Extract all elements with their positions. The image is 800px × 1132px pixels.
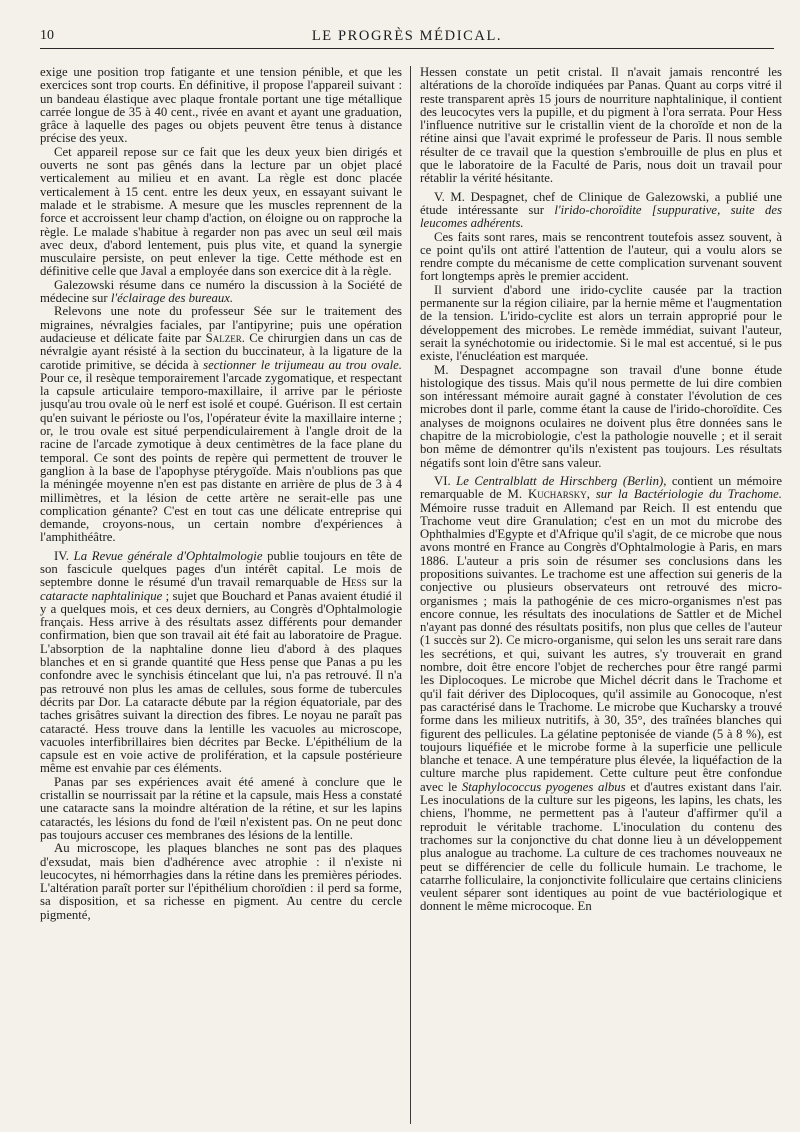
left-column bbox=[40, 66, 402, 1124]
journal-title: Le Centralblatt de Hirschberg (Berlin), bbox=[456, 473, 667, 488]
text-run: sur la bbox=[366, 575, 402, 590]
section-vi bbox=[420, 475, 782, 914]
paragraph bbox=[40, 305, 402, 544]
italic-text: l'irido-choroïdite [suppurative, suite des leucomes adhérents. bbox=[420, 202, 782, 231]
text-run: Relevons une note du professeur Sée sur le traitement des migraines, névralgies faciales, par l'antipyrine; puis une opération audacieuse et délicate faite par bbox=[40, 304, 402, 345]
paragraph: Panas par ses expériences avait été amené à conclure que le cristallin se nourrissait par la rétine et la capsule, mais Hess a constaté une cataracte sans la moindre altération de la rétine, et sur les lapins cataractés, les lésions du fond de l'œil n'existent pas. On ne peut donc pas toujours accuser ces membranes des lésions de la lentille. bbox=[40, 774, 402, 842]
text-run: Galezowski résume dans ce numéro la discussion à la Société de médecine sur bbox=[40, 277, 402, 306]
running-title: LE PROGRÈS MÉDICAL. bbox=[311, 28, 503, 44]
text-run: . Ce chirurgien dans un cas de névralgie ayant résisté à la section du buccinateur, à la ligature de la carotide primitive, se décida à bbox=[40, 330, 402, 372]
text-run: , bbox=[586, 487, 596, 502]
text-run: publie toujours en tête de son fascicule quelques pages d'un intérêt capital. Le mois de septembre donne le résumé d'un travail remarquable de bbox=[40, 548, 402, 590]
right-column bbox=[420, 66, 782, 1124]
text-run: Mémoire russe traduit en Allemand par Reich. Il est entendu que Trachome veut dire Granulation; c'est en un mot du microbe des Ophthalmies d'Egypte et d'Afrique qu'il s'agit, de ce microbe que nous avons montré en France au Congrès d'Ophtalmologie à Paris, en mars 1886. L'auteur a pris soin de résumer ses conclusions dans les propositions suivantes. Le trachome est une affection sui generis de la conjective ou plusieurs observateurs ont retrouvé des micro-organismes ; mais la pathogénie de ces micro-organismes n'est pas encore connue, les résultats des inoculations de Sattler et de Michel n'ayant pas donné des résultats positifs, non plus que celles de l'auteur (1 succès sur 2). Ce micro-organisme, qui selon les uns serait rare dans les secrétions, et qui, suivant les autres, s'y trouverait en grand nombre, doit être encore l'objet de recherches pour être rangé parmi les Diplocoques. Le microbe que Michel décrit dans le Trachome et qu'il fait dériver des Diplocoques, qu'il assimile au Gonocoque, n'est pas caractérisé dans le Trachome. Le microbe que Kucharsky a trouvé forme dans les milieux nutritifs, à 30, 35°, des traînées blanches qui figurent des pellicules. La gélatine peptonisée de viande (5 à 8 %), est toujours liquéfiée et le microbe forme à la superficie une pellicule blanche et tenace. A une température plus élevée, la liquéfaction de la culture marche plus rapidement. Cette culture peut être confondue avec le bbox=[420, 500, 782, 794]
italic-text: Staphylococcus pyogenes albus bbox=[461, 779, 626, 794]
paragraph: Cet appareil repose sur ce fait que les deux yeux bien dirigés et ouverts ne sont pas gênés dans la lecture par un objet placé verticalement au milieu et en avant. La règle est donc placée verticalement à 15 cent. entre les deux yeux, en essayant suivant le malade et le strabisme. A mesure que les muscles reprennent de la force et accroissent leur champ d'action, on éloigne ou on rapproche la règle. Le malade s'habitue à regarder non pas avec un seul œil mais avec deux, d'abord lentement, puis plus vite, et quand la synergie musculaire persiste, on peut enlever la tige. Cette méthode est en définitive celle que Javal a employée dans son exercice dit à la règle. bbox=[40, 144, 402, 279]
text-run: ; sujet que Bouchard et Panas avaient étudié il y a quelques mois, et ces deux derniers, au Congrès d'Ophtalmologie français. Hess arrive à des résultats assez différents pour demander confirmation, bien que son travail ait été fait au laboratoire de Prague. L'absorption de la naphtaline donne lieu d'abord à des plaques blanches et en si grande quantité que Hess pense que Panas a pu les confondre avec le synchisis étincelant que lui, n'a pas retrouvé. Il n'a pas retrouvé non plus les amas de cellules, sous forme de tubercules décrits par Dor. La cataracte débute par la région équatoriale, par des taches grisâtres suivant la direction des fibres. Le noyau ne paraît pas cataracté. Hess trouve dans la lentille les vacuoles au microscope, vacuoles interfibrillaires bien décrites par Becke. L'épithélium de la capsule est en voie active de prolifération, et la capsule postérieure même est envahie par ces éléments. bbox=[40, 588, 402, 776]
text-run: contient un mémoire remarquable de M. bbox=[420, 473, 782, 502]
paragraph: Hessen constate un petit cristal. Il n'avait jamais rencontré les altérations de la choroïde indiquées par Panas. Quant au corps vitré il reste transparent après 15 jours de nourriture naphtalinique, il contient des leucocytes vers la pupille, et du pigment à l'ora serrata. Pour Hess l'influence nutritive sur le cristallin vient de la choroïde et non de la rétine ainsi que l'avait exprimé le professeur de Paris. Il nous semble résulter de ce travail que la question s'embrouille de plus en plus et que le laboratoire de la Faculté de Paris, nous doit un travail pour rétablir la vérité hésitante. bbox=[420, 66, 782, 186]
journal-title: La Revue générale d'Ophtalmologie bbox=[73, 548, 263, 563]
section-number: VI. bbox=[434, 473, 457, 488]
page-header bbox=[40, 26, 774, 49]
paragraph: M. Despagnet accompagne son travail d'une bonne étude histologique des tissus. Mais qu'il nous permette de lui dire combien son intéressant mémoire aurait gagné à constater l'évolution de ces microbes dont il parle, comme étant la cause de l'irido-choroïdite. Ces analyses de moignons oculaires ne doivent plus être données sans le chapitre de la microbiologie, c'est la pathologie nouvelle ; et il serait bon même de démontrer qu'ils n'existent pas toujours. Les résultats négatifs sont loin d'être sans valeur. bbox=[420, 362, 782, 470]
paragraph: exige une position trop fatigante et une tension pénible, et que les exercices sont trop courts. En définitive, il propose l'appareil suivant : un bandeau élastique avec plaque frontale portant une tige métallique carrée longue de 35 à 40 cent., rivée en avant et ayant une graduation, grâce à laquelle des pages ou objets peuvent être tenus à distance précise des yeux. bbox=[40, 66, 402, 146]
section-number: IV. bbox=[54, 548, 74, 563]
section-v bbox=[420, 191, 782, 231]
paragraph bbox=[40, 279, 402, 306]
author-name: Salzer bbox=[205, 330, 242, 345]
text-run: V. M. Despagnet, chef de Clinique de Galezowski, a publié une étude intéressante sur bbox=[420, 189, 782, 217]
italic-text: sectionner le trijumeau au trou ovale. bbox=[203, 357, 402, 372]
italic-text: l'éclairage des bureaux. bbox=[110, 291, 234, 306]
author-name: Hess bbox=[341, 575, 367, 590]
italic-text: sur la Bactériologie du Trachome. bbox=[595, 487, 782, 502]
text-run: Pour ce, il resèque temporairement l'arcade zygomatique, et respectant la capsule articulaire temporo-maxillaire, il arrive par le périoste jusqu'au trou ovale où le nerf est isolé et coupé. Guérison. Il est certain qu'en suivant le périoste ou l'os, l'opérateur évite la maxillaire interne ; or, le trou ovale est situé perpendiculairement à l'angle droit de la racine de l'arcade zymotique à deux centimètres de la face plane du temporal. Ce sont des points de repère qui permettent de trouver le ganglion à la base de l'apophyse ptérygoïde. Mais n'oublions pas que la méningée moyenne n'en est pas distante en arrière de plus de 3 à 4 millimètres, et la lésion de cette artère ne serait-elle pas une complication génante? C'est en tout cas une délicate entreprise qui demande, croyons-nous, un certain nombre d'expériences à l'amphithéâtre. bbox=[40, 370, 402, 545]
paragraph: Ces faits sont rares, mais se rencontrent toutefois assez souvent, à ce point qu'ils ont attiré l'attention de l'auteur, qui a voulu alors se rendre compte du mécanisme de cette complication survenant souvent fort longtemps après le premier accident. bbox=[420, 229, 782, 284]
paragraph: Au microscope, les plaques blanches ne sont pas des plaques d'exsudat, mais bien d'adhérence avec atrophie : il n'existe ni leucocytes, ni hémorrhagies dans la rétine dans les premières périodes. L'altération paraît porter sur l'épithélium choroïdien : il perd sa forme, sa disposition, et sa richesse en pigment. Au centre du cercle pigmenté, bbox=[40, 841, 402, 922]
page-number: 10 bbox=[40, 28, 54, 43]
paragraph: Il survient d'abord une irido-cyclite causée par la traction permanente sur la région ciliaire, par la hernie même et l'augmentation de la tension. L'irido-cyclite est alors un terrain approprié pour le développement des microbes. Le remède immédiat, suivant l'auteur, serait la synéchotomie ou iridectomie. Si le mal est accentué, si le pus existe, l'énucléation est marquée. bbox=[420, 282, 782, 364]
author-name: Kucharsky bbox=[528, 487, 587, 502]
italic-text: cataracte naphtalinique bbox=[40, 588, 163, 603]
column-divider bbox=[410, 66, 411, 1124]
section-iv bbox=[40, 550, 402, 776]
text-run: et d'autres existant dans l'air. Les inoculations de la culture sur les pigeons, les lapins, les chats, les chiens, l'homme, ne permettent pas à l'auteur d'affirmer qu'il a reproduit le véritable trachome. L'inoculation du contenu des trachomes sur la conjonctive du chat donne lieu à un développement plus analogue au trachome. La culture de ces trachomes nouveaux ne peut se différencier de celle du follicule humain. Le trachome, le catarrhe folliculaire, la conjonctivite folliculaire que certains cliniciens veulent séparer sont identiques au point de vue bactériologique et donnent le même microcoque. En bbox=[420, 779, 782, 914]
